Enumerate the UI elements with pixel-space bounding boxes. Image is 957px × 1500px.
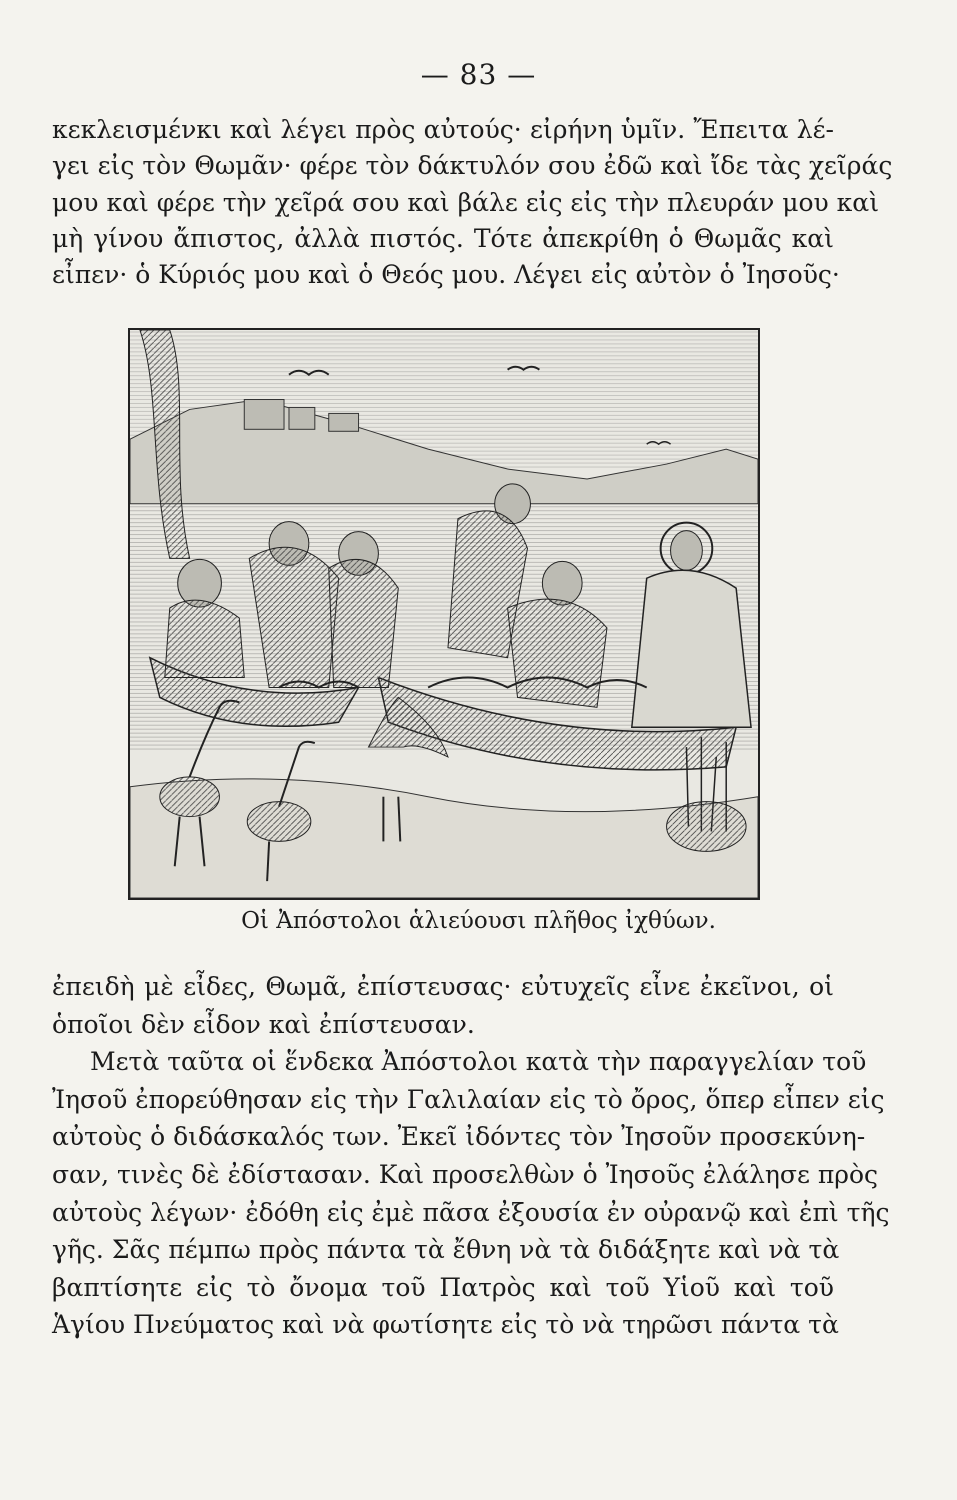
text-line: αὐτοὺς ὁ διδάσκαλός των. Ἐκεῖ ἰδόντες τὸν Ἰησοῦν προσεκύνη- [52, 1122, 866, 1152]
text-line: Μετὰ ταῦτα οἱ ἕνδεκα Ἀπόστολοι κατὰ τὴν παραγγελίαν τοῦ [90, 1047, 867, 1077]
text-line: αὐτοὺς λέγων· ἐδόθη εἰς ἐμὲ πᾶσα ἐξουσία ἐν οὐρανῷ καὶ ἐπὶ τῆς [52, 1197, 890, 1227]
engraving-miraculous-catch-of-fish-icon [130, 330, 758, 898]
illustration-caption: Οἱ Ἀπόστολοι ἁλιεύουσι πλῆθος ἰχθύων. [241, 908, 716, 934]
engraving-illustration [128, 328, 760, 900]
top-paragraph [52, 112, 893, 293]
bottom-text [52, 968, 890, 1344]
text-line: βαπτίσητε εἰς τὸ ὄνομα τοῦ Πατρὸς καὶ τοῦ Υἱοῦ καὶ τοῦ [52, 1272, 834, 1302]
text-line: ἐπειδὴ μὲ εἶδες, Θωμᾶ, ἐπίστευσας· εὐτυχεῖς εἶνε ἐκεῖνοι, οἱ [52, 972, 834, 1001]
text-line: σαν, τινὲς δὲ ἐδίστασαν. Καὶ προσελθὼν ὁ Ἰησοῦς ἐλάλησε πρὸς [52, 1159, 879, 1189]
text-line: ὁποῖοι δὲν εἶδον καὶ ἐπίστευσαν. [52, 1009, 475, 1039]
text-line: γει εἰς τὸν Θωμᾶν· φέρε τὸν δάκτυλόν σου ἐδῶ καὶ ἴδε τὰς χεῖράς [52, 151, 893, 181]
text-line: γῆς. Σᾶς πέμπω πρὸς πάντα τὰ ἔθνη νὰ τὰ διδάξητε καὶ νὰ τὰ [52, 1235, 840, 1265]
page-number: — 83 — [420, 58, 537, 91]
text-line: μὴ γίνου ἄπιστος, ἀλλὰ πιστός. Τότε ἀπεκρίθη ὁ Θωμᾶς καὶ [52, 223, 834, 253]
text-line: Ἁγίου Πνεύματος καὶ νὰ φωτίσητε εἰς τὸ νὰ τηρῶσι πάντα τὰ [52, 1310, 839, 1340]
text-line: μου καὶ φέρε τὴν χεῖρά σου καὶ βάλε εἰς εἰς τὴν πλευράν μου καὶ [52, 187, 879, 217]
text-line: εἶπεν· ὁ Κύριός μου καὶ ὁ Θεός μου. Λέγει εἰς αὐτὸν ὁ Ἰησοῦς· [52, 260, 840, 290]
text-line: κεκλεισμένκι καὶ λέγει πρὸς αὐτούς· εἰρήνη ὑμῖν. Ἔπειτα λέ- [52, 115, 834, 144]
text-line: Ἰησοῦ ἐπορεύθησαν εἰς τὴν Γαλιλαίαν εἰς τὸ ὄρος, ὅπερ εἶπεν εἰς [52, 1084, 885, 1114]
